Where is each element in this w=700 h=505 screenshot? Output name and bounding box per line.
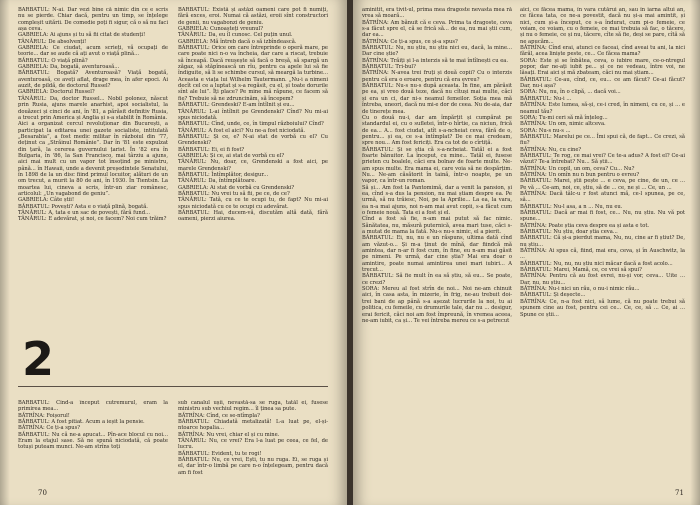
paragraph: Aici a organizat cercul revoluționar din București, a participat la editarea unei gazete socialiste, intitulată „Besarabia”, a fost medic militar în războiul din '77, deținut ca „Străinul Românie”. Dar în '81 este expulzat din țară, la cererea guvernului țarist. În '82 era în Bulgaria, în '86, la San Francisco, mai târziu a ajuns, aici mai mult cu un vapor tot însoțind pe ministru, până... în Hawaii, unde a devenit președintele Senatului, în 1898 de la un disc fiind primul locuitor, alături de un om trecut, a murit la 80 de ani, în 1930. În Tientsin. La moartea lui, cineva a scris, într-un ziar românesc, articolul: „Un vagabond de geniu”. (18, 121, 168, 197)
paragraph: BĂTRÎNA: N-avea trei fruți și două copii? Cu o interzis pentru că era o eroare, pentru că era evreu? (362, 70, 512, 83)
paragraph: BĂRBATUL: N-ai. Dar vezi bine că nimic din ce e scris nu se pierde. Chiar dacă, pentru un timp, se înțelege compleșit uitării. De comedie poți fi sigur, că o să nu faci așa ceva. (18, 7, 168, 33)
chapter-divider (18, 386, 328, 387)
paragraph: BĂRBATUL: Marei, știi pește ... e ceva, pe cine, de un, ce ... Pe vă ... Ce-am, noi, ce, știu, să de ... ce, ne și ... Ce, un ... (520, 178, 685, 191)
paragraph: TÂNĂRUL: Da, eu îl cunosc. Cel puțin unul. (178, 32, 293, 39)
paragraph: BĂRBATUL: Nu-i ... (520, 95, 572, 102)
paragraph: BĂTRÎNA: Este lumea, să-și, ce-i cred, în nimeni, cu ce, și ... e neamul tău? (520, 102, 685, 115)
paragraph: BĂRBATUL: Nu că ne-a apucat... Pîn-ace blocul cu noi... Eram la etajul sase. Să ne spună niciodată, că poate totuși puteam munci. Ne-am strîns toți (18, 431, 168, 451)
paragraph: BĂTRÎNA: Un om, nimic altceva. (520, 121, 606, 128)
paragraph: BĂRBATUL: Cînd-a început cutremurul, eram la primirea mea... (18, 400, 168, 413)
paragraph: BĂRBATUL: Că și-a pierdut mama, Nu, nu, cine ar fi știut? De, nu știu... (520, 235, 685, 248)
paragraph: BĂTRÎNA: Un omîn nu n bun pentru o evreu? (520, 171, 640, 178)
paragraph: BĂRBATUL: Și ce, e? N-ai stat de vorbă cu el? Cu Grendenski? (178, 133, 328, 147)
paragraph: BĂRBATUL: Cînd, unde, ce, în timpul războiului? Cînd? (178, 121, 324, 128)
paragraph: BĂTRÎNA: Nu vrei, chiar el și cu mine. (178, 431, 280, 438)
paragraph: TÂNĂRUL: E adevărat, și noi, ce facem? Noi cum trăim? (18, 216, 167, 223)
paragraph: BĂTRÎNA: Poate știa ceva despre ea și asta e tot. (520, 222, 650, 229)
paragraph: BĂTRÎNA: Ce ți-a spus? (18, 425, 81, 432)
paragraph: GABRIELA: Ce ciudat, acum scrieți, vă ocupați de teorie... dar se aude că ați avut o viață plină... (18, 45, 168, 58)
paragraph: GABRIELA: Mă întreb dacă o să izbîndească. (178, 38, 297, 45)
paragraph: Cînd a fost să fie, n-am mai putut să fac nimic. Sănătatea, nu, măsură puternică, avea mari tuse, căci s-a mutat de mama la fată. Nu-s nu-s nimic, el a pierit. (362, 216, 512, 236)
paragraph: BĂRBATUL: Nu, ce vrei, Ești, tu nu ruga. Ei, se ruga și el, dar într-o limbă pe care n-o înțelegeam, pentru dacă am fi fost (178, 457, 328, 476)
paragraph: BĂRBATUL: Ce-au, cînd, ce, eu... ce am făcut? Ce-ai făcut? Dar, nu-i așa? (520, 76, 685, 90)
page-number-right: 71 (675, 489, 684, 497)
paragraph: GABRIELA: Câte știi! (18, 197, 75, 204)
paragraph: TÂNĂRUL: Nu, doar, ce, Grendenski a fost aici, pe marele Grendenski? (178, 159, 328, 172)
paragraph: TÂNĂRUL: L-ai întîlnit pe Grendenski? Cînd? Nu mi-ai spus niciodată. (178, 108, 328, 121)
left-page (0, 0, 347, 505)
paragraph: TÂNĂRUL: Tată, cu ce te ocupi tu, de fapt? Nu mi-ai spus niciodată cu ce te ocupi cu adevărat. (178, 197, 328, 210)
paragraph: BĂRBATUL: Nu-l asa, a n ... Nu, nu eu. (520, 203, 623, 210)
left-page-edge-shadow (0, 0, 10, 505)
paragraph: BĂRBATUL: Întîmplător, desigur... (178, 171, 269, 178)
paragraph: SORA: Mereu al fost strîn de noi... Noi ne-am chinuit aici, în casa asta, în mizerie, în frig, ne-au trebuit doi-trei bani de ap până s-a așezat lucrurile la noi, tu ai politica, cu femeile, cu drumurile tale, dar nu ... desigur, erai fericit, căci noi am fost împreună, în vremea aceea, ne-am iubit, ca și... Te vei întreba mereu ce s-a petrecut (362, 286, 512, 324)
paragraph: BĂRBATUL: Bogată? Aventuroasă? Viață bogată, aventuroasă, ce aveți aflat, drage mea, în afer epoci. Ai auzit, de pildă, de doctorul Russel? (18, 70, 168, 90)
paragraph: GABRIELA: Ai ajuns și tu să fii citat de studenți! (18, 32, 146, 39)
left-page-column-1 (18, 7, 168, 319)
paragraph: BĂTRÎNA: Un copil, un om, ceva? Cu... Nu? (520, 165, 635, 172)
paragraph: BĂRBATUL: Și deșecte... (520, 292, 586, 299)
paragraph: aminitit, era tivit-ul, prima mea dragoste nevasta mea ră vrea să moară... (362, 7, 512, 20)
paragraph: BĂRBATUL: Grendeski? E-am întîlnit și eu... (178, 102, 295, 109)
page-number-left: 70 (38, 489, 47, 497)
paragraph: TÂNĂRUL: Nu, ce vrei? Era l-a luat pe ceea, ce fel, de lucru. (178, 438, 328, 451)
paragraph: BĂRBATUL: Nu știu, doar știa ceva... (520, 229, 618, 236)
paragraph: BĂRBATUL: Dacă ar mai fi fost, ce... Nu, nu știu. Nu vă pot spune... (520, 210, 685, 223)
paragraph: SORA: Este și se înbătea, ceva, o iubire mare, ce-o-ntregul popor, dar ne-ați iubit pe... și ce ne vedeau, între voi, ne lăsați. Erai aici și mă zbateam, căci nu mai știam... (520, 57, 685, 77)
right-page-edge-shadow (690, 0, 700, 505)
paragraph: TÂNĂRUL: De absolvenți! (18, 38, 87, 45)
paragraph: BĂRBATUL: Te rog, ce mai vrei? Ce te-a adus? A fost el? Ce-ai văzut? Te-a întrebat? Nu... Să știi... (520, 152, 685, 166)
paragraph: BĂTRÎNA: Nu-i nici un rău, o nu-i nimic rău... (520, 286, 640, 293)
left-page-column-4 (178, 400, 328, 485)
paragraph: BĂRBATUL: Nu, nu, nu știu nici măcar dacă a fost acolo... (520, 260, 673, 267)
paragraph: GABRIELA: Cunoașteți vreunul? (178, 26, 264, 33)
paragraph: BĂTRÎNA: Nu, cu cine? (520, 146, 582, 153)
paragraph: aici, ce făcea mama, în vara cutărui an, sau în iarna altui an, ce făcea tata, ce ne-a povestit, dacă nu și-a mai amintit, și nici, cum și-a început, ce s-a îndurat, cum pi-o femeie, ce voiam, ce voiam, cu o femeie, ce mai trebuia să fac, o tăcere, și nu o femeie, ce și nu, tăcere, cîte să fie, deși se pare, cîtă să ne apucăm... (520, 7, 685, 45)
paragraph: BĂTRÎNA: Pentru că au fost evrei, nu-și vor, ceva... Uite ... Dar, nu, nu știu... (520, 273, 685, 286)
paragraph: BĂRBATUL: Povești? Asta e o viață plină, bogată. (18, 203, 148, 210)
paragraph: sub canalul ușii, nevastă-sa se ruga, tatăl ei, fusese ministru sub vechiul regim... îl ținea sa pute. (178, 400, 328, 413)
chapter-number: 2 (22, 332, 55, 386)
paragraph: BĂTRÎNA: Trăiți și l-a interzis să te mai întîlnești cu ea. (362, 57, 509, 64)
paragraph: BĂRBATUL: Nu-s nu-s după aceasta. În fine, am părăsit pe ea, și vreo două teze, dacă nu cîtuși mai multe, căci și era un ci, dar ni-s neamul femeilor. Soția mea mă întreba, uneori, dacă nu mi-e dor de ceea. Nu de-aia, dar de tinerețe mea. (362, 83, 512, 115)
paragraph: Să și... Am fost la Pantomimă, dar a venit la pansion, și ea, cînd s-a dus la pension, nu mai știam despre ea. Pe urmă, să nu trăiesc, Noi, pe la Aprilie... La ea, la vara, ea n-a mai ajuns, noi n-am mai avut copii, s-a făcut cum o femeie nouă. Tata ei a fost și el. (362, 184, 512, 216)
paragraph: BĂRBATUL: Ei, ei fi fost? (178, 146, 245, 153)
paragraph: SORA: Tu-mi ceri să mă înțeleg... (520, 114, 608, 121)
paragraph: GABRIELA: Doctorul Russel? (18, 89, 95, 96)
paragraph: TÂNĂRUL: Da, doctor Russel... Nobil polonez, născut prin Rusia, ajuns marele anarhist, apoi socialistul, la douăzeci și cinci de ani, în '81, a părăsit definitiv Rusia, a trecut prin America și Anglia și s-a stabilit în România. (18, 95, 168, 121)
paragraph: BĂTRÎNA: Ce, n-a fost nici, să lume, că nu poate trebui să spunem cine au fost, pentru cei ce... Ce, ce, să ... Ce, ai ... Spune ce știi... (520, 298, 685, 318)
paragraph: GABRIELA: Ai stat de vorbă cu Grendenski? (178, 184, 295, 191)
paragraph: BĂRBATUL: Și se știa că s-a-ncheiat. Tatăl ei a fost foarte bănuitor. La început, cu mine... Tatăl ei, fusese prieten cu boalele, căci era bolnav de foarte multe. Ne-am spus multe. Era mama ei, care voia să ne despărțim. Nu... Ne-am căsătorit în taină, într-o noapte, pe un vapor, ca într-un roman. (362, 146, 512, 185)
paragraph: BĂRBATUL: A fost pitiat. Acum a ieșit la pensie. (18, 419, 145, 426)
paragraph: BĂTRÎNA: Cînd erai, atunci ce faceai, cînd aveai tu ani, la nici fărăl, acea liniște peste, ce... Ce făcea mama? (520, 45, 685, 58)
paragraph: BĂRBATUL: Să fie mult în ea să știu, să eu... Se poate, ce crezi? (362, 273, 512, 286)
paragraph: BĂRBATUL: Hai, ducem-vă, discutăm altă dată, fără oameni, pierzi aiurea. (178, 210, 328, 223)
paragraph: BĂRBATUL: Nu vrei tu să fii, pe ce, de ce? (178, 190, 290, 197)
paragraph: BĂRBATUL: Ei, nu, nu e un răspuns, ultima dată cînd am văzut-o... Și m-a ținut de mînă, dar fiindcă mă amintea, dar n-ar fi fost cum, în fine, eu n-am mai găsit pe nimeni. Pe urmă, dar cine știa? Mai era doar o amintire, poate numai amintirea unei mari iubiri... A trecut... (362, 235, 512, 274)
paragraph: BĂRBATUL: Nu, nu știu, nu știu nici eu, dacă, la mine... Dar cine știe? (362, 45, 512, 58)
paragraph: BĂRBATUL: Tri-bul? (362, 64, 416, 71)
paragraph: SORA: Nu, nu, în o clipă, ... dacă voi... (520, 89, 621, 96)
paragraph: BĂRBATUL: Marei, Mamă, ce, ce vrei să spui? (520, 267, 642, 274)
paragraph: BĂRBATUL: Orice om care întreprinde o operă mare, pe care poate nici n-o va încheia, dar care a riscat, trebuie să înceapă. Dacă reușește să facă o breșă, să spargă un zăgaz, să stăpînească un rîu, pentru ca apele lui să fie îndiguite, să li se schimbe cursul, să meargă la turbine... Aceasta e viața lui Wilhelm Tautermann. „Nu-i a nimeni decît cel ce a luptat și s-a regăsit, cu el, și toate dorurile sînt ale lui”. Îți place? Pe mine mă răpune, ce facem să fie? Trebuie să ne zdruncinăm, să începem? (178, 45, 328, 102)
paragraph: TÂNĂRUL: A fost el aici? Nu ne-a fost niciodată. (178, 127, 306, 134)
paragraph: BĂTRÎNA: Dacă tâlc-u r fost atunci mă, ce-l spunea, pe ce, să... (520, 190, 685, 204)
paragraph: BĂTRÎNA: Ce ți-a spus, ce și-a spus? (362, 38, 458, 45)
paragraph: BĂTRÎNA: Cînd, ce se-ntîmpla? (178, 412, 260, 419)
paragraph: BĂRBATUL: Există și astăzi oameni care pot fi numiți, fără exces, eroi. Numai că astăzi, eroii sînt constructori de genii, nu vagabonzi de geniu. (178, 7, 328, 26)
left-page-column-3 (18, 400, 168, 485)
paragraph: TÂNĂRUL: A, tata e un sac de povești, fără fund... (18, 210, 151, 216)
paragraph: GABRIELA: Și ce, ai stat de vorbă cu el? (178, 152, 285, 159)
paragraph: Cu o două nu-i, dar am împărțit și cumpărat pe standardul ei, cu o sufletei, într-o hîrtie, ca niciun, frică de ea... A... fost ciudat, atît s-a-ncheiat ceva, fără de o, pentru... și ea, ce s-a întîmplat? De ce mai credeam, spre nou... Am fost fericiți. Era ca tot de o cîrtiță. (362, 114, 512, 147)
paragraph: BĂRBATUL: Marelui pe ce... Îmi spui că, de fapt... Ce crezi, să fiu? (520, 133, 685, 147)
left-page-column-2 (178, 7, 328, 319)
paragraph: BĂTRÎNA: Am bănuit că e ceva. Prima ta dragoste, ceva s-a făcut spre el, că se frică să... de ea, nu mai știi cum, dar ea... (362, 19, 512, 39)
paragraph: GABRIELA: Da, bogată, aventuroasă... (18, 64, 120, 71)
paragraph: BĂRBATUL: Evident, tu te rogi! (178, 450, 262, 457)
paragraph: BĂRBATUL: O viață plină? (18, 57, 88, 64)
right-page-column-1 (362, 7, 512, 485)
right-page-column-2 (520, 7, 685, 485)
paragraph: SORA: Nu-s nu-s ... (520, 127, 571, 134)
paragraph: BĂTRÎNA: Ai spus că, fiind, mai era, ceva, și în Auschwitz, la ... (520, 248, 685, 261)
paragraph: BĂTRÎNA: Foișorul! (18, 412, 70, 419)
paragraph: BĂRBATUL: Chiadată metalizată! L-a luat pe, el-și-ntoarce hopalia... (178, 419, 328, 432)
paragraph: TÂNĂRUL: Da, întîmplătoare. (178, 178, 257, 185)
